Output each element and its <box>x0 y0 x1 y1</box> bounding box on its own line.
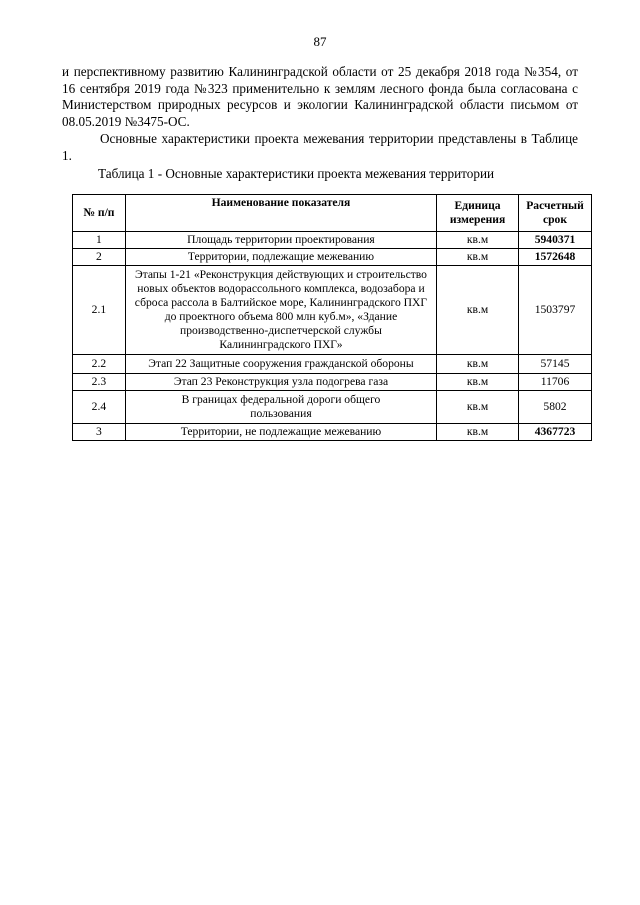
page-number: 87 <box>313 34 327 49</box>
row-name: В границах федеральной дороги общего пользования <box>125 391 436 424</box>
row-name: Территории, не подлежащие межеванию <box>125 424 436 441</box>
row-value: 11706 <box>519 374 592 391</box>
intro-paragraph: и перспективному развитию Калининградской области от 25 декабря 2018 года №354, от 16 сентября 2019 года №323 применительно к землям лесного фонда была согласована с Министерством природных ресурсов и экологии Калининградской области письмом от 08.05.2019 №3475-ОС. <box>62 64 578 129</box>
row-num: 2.3 <box>73 374 126 391</box>
row-unit: кв.м <box>437 391 519 424</box>
row-value: 5802 <box>519 391 592 424</box>
table-row <box>73 266 592 355</box>
header-value: Расчетный срок <box>519 195 592 232</box>
table-reference-paragraph: Основные характеристики проекта межевания территории представлены в Таблице 1. <box>62 131 578 163</box>
row-unit: кв.м <box>437 374 519 391</box>
table-row <box>73 391 592 424</box>
row-value: 1503797 <box>519 266 592 355</box>
row-value: 5940371 <box>519 232 592 249</box>
table-row <box>73 249 592 266</box>
table-row <box>73 424 592 441</box>
table-header-row <box>73 195 592 232</box>
characteristics-table <box>72 194 592 441</box>
header-unit: Единица измерения <box>437 195 519 232</box>
row-name: Площадь территории проектирования <box>125 232 436 249</box>
row-name: Этап 23 Реконструкция узла подогрева газа <box>125 374 436 391</box>
row-name: Этапы 1-21 «Реконструкция действующих и строительство новых объектов водорассольного комплекса, водозабора и сброса рассола в Балтийское море, Калининградского ПХГ до проектного объема 800 млн куб.м», «Здание производственно-диспетчерской службы Калининградского ПХГ» <box>125 266 436 355</box>
row-unit: кв.м <box>437 424 519 441</box>
table-caption: Таблица 1 - Основные характеристики проекта межевания территории <box>98 166 495 181</box>
row-num: 1 <box>73 232 126 249</box>
table-row <box>73 374 592 391</box>
row-unit: кв.м <box>437 355 519 374</box>
header-name: Наименование показателя <box>125 195 436 232</box>
row-name: Территории, подлежащие межеванию <box>125 249 436 266</box>
header-num: № п/п <box>73 195 126 232</box>
row-num: 2.2 <box>73 355 126 374</box>
row-name: Этап 22 Защитные сооружения гражданской обороны <box>125 355 436 374</box>
row-value: 57145 <box>519 355 592 374</box>
row-value: 4367723 <box>519 424 592 441</box>
row-value: 1572648 <box>519 249 592 266</box>
row-unit: кв.м <box>437 249 519 266</box>
row-num: 2 <box>73 249 126 266</box>
row-num: 3 <box>73 424 126 441</box>
row-unit: кв.м <box>437 232 519 249</box>
row-num: 2.4 <box>73 391 126 424</box>
table-row <box>73 232 592 249</box>
table-row <box>73 355 592 374</box>
row-unit: кв.м <box>437 266 519 355</box>
row-num: 2.1 <box>73 266 126 355</box>
